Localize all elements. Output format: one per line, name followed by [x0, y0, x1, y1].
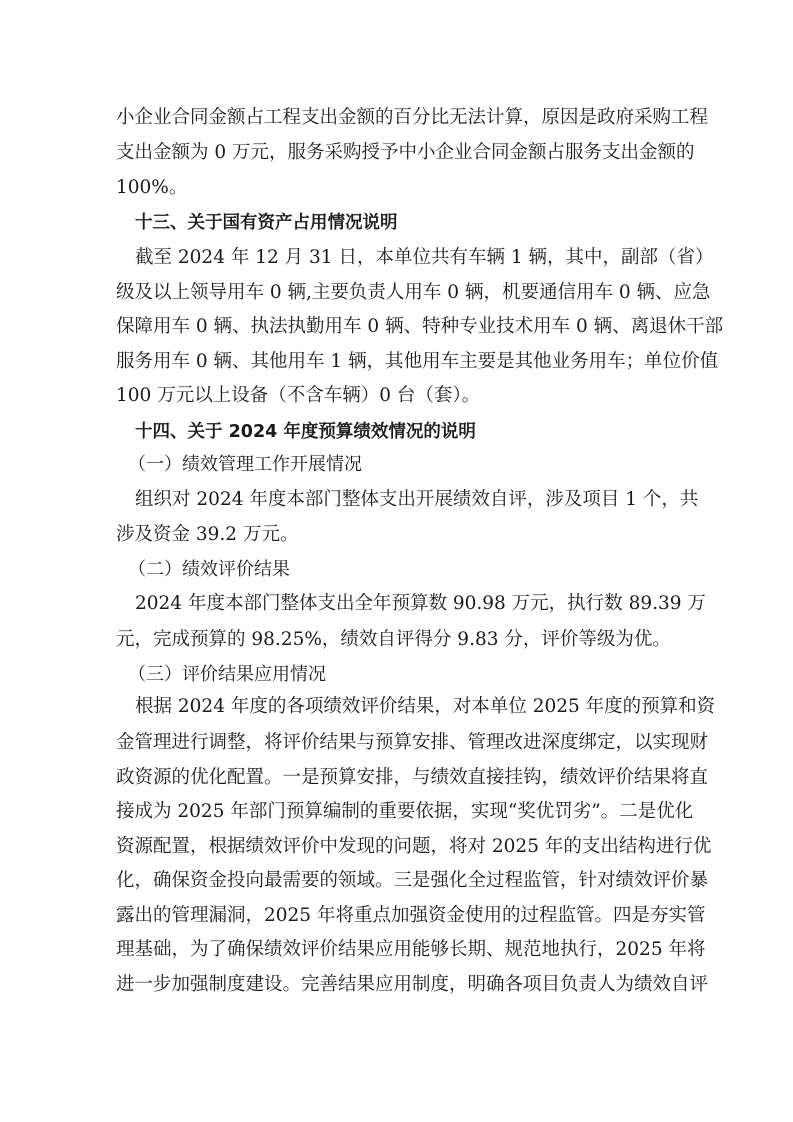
- body-text-line: 涉及资金 39.2 万元。: [116, 524, 299, 545]
- body-text-line: 根据 2024 年度的各项绩效评价结果，对本单位 2025 年度的预算和资: [135, 696, 716, 717]
- body-text-line: 2024 年度本部门整体支出全年预算数 90.98 万元，执行数 89.39 万: [135, 593, 706, 614]
- body-text-line: 政资源的优化配置。一是预算安排，与绩效直接挂钩，绩效评价结果将直: [116, 767, 709, 788]
- body-text-line: 服务用车 0 辆、其他用车 1 辆，其他用车主要是其他业务用车；单位价值: [116, 351, 719, 372]
- subsection-heading: （一）绩效管理工作开展情况: [128, 454, 362, 475]
- body-text-line: 元，完成预算的 98.25%，绩效自评得分 9.83 分，评价等级为优。: [116, 629, 671, 650]
- body-text-line: 100 万元以上设备（不含车辆）0 台（套）。: [116, 385, 481, 406]
- body-text-line: 支出金额为 0 万元，服务采购授予中小企业合同金额占服务支出金额的: [116, 142, 695, 163]
- subsection-heading: （三）评价结果应用情况: [128, 664, 326, 685]
- body-text-line: 接成为 2025 年部门预算编制的重要依据，实现“奖优罚劣”。二是优化: [116, 801, 694, 822]
- body-text-line: 资源配置，根据绩效评价中发现的问题，将对 2025 年的支出结构进行优: [116, 836, 712, 857]
- body-text-line: 露出的管理漏洞，2025 年将重点加强资金使用的过程监管。四是夯实管: [116, 905, 706, 926]
- body-text-line: 级及以上领导用车 0 辆,主要负责人用车 0 辆，机要通信用车 0 辆、应急: [116, 282, 711, 303]
- section-heading: 十三、关于国有资产占用情况说明: [135, 213, 398, 233]
- body-text-line: 组织对 2024 年度本部门整体支出开展绩效自评，涉及项目 1 个，共: [135, 489, 699, 510]
- body-text-line: 理基础，为了确保绩效评价结果应用能够长期、规范地执行，2025 年将: [116, 939, 706, 960]
- subsection-heading: （二）绩效评价结果: [128, 559, 290, 580]
- body-text-line: 进一步加强制度建设。完善结果应用制度，明确各项目负责人为绩效自评: [116, 974, 709, 995]
- body-text-line: 小企业合同金额占工程支出金额的百分比无法计算，原因是政府采购工程: [116, 107, 709, 128]
- body-text-line: 金管理进行调整，将评价结果与预算安排、管理改进深度绑定，以实现财: [116, 732, 709, 753]
- body-text-line: 保障用车 0 辆、执法执勤用车 0 辆、特种专业技术用车 0 辆、离退休干部: [116, 316, 724, 337]
- section-heading: 十四、关于 2024 年度预算绩效情况的说明: [135, 422, 476, 442]
- body-text-line: 截至 2024 年 12 月 31 日，本单位共有车辆 1 辆，其中，副部（省）: [135, 247, 714, 268]
- body-text-line: 化，确保资金投向最需要的领域。三是强化全过程监管，针对绩效评价暴: [116, 870, 709, 891]
- body-text-line: 100%。: [116, 177, 188, 198]
